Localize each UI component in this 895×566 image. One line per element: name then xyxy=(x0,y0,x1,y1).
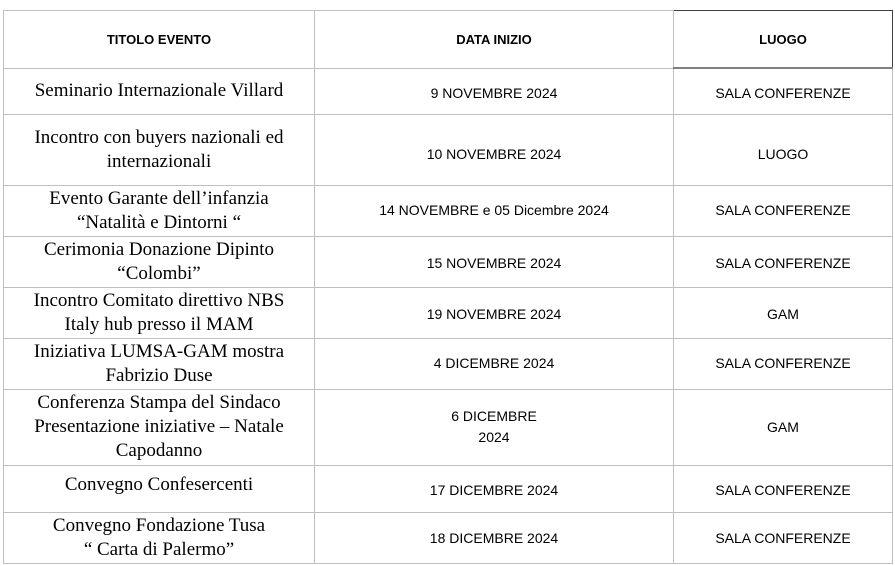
event-place: SALA CONFERENZE xyxy=(674,236,893,287)
table-row xyxy=(4,465,893,512)
event-date: 6 DICEMBRE 2024 xyxy=(315,389,674,465)
header-row xyxy=(4,11,893,69)
table-row xyxy=(4,287,893,338)
event-date: 15 NOVEMBRE 2024 xyxy=(315,236,674,287)
event-title: Cerimonia Donazione Dipinto “Colombi” xyxy=(4,236,315,287)
event-date: 18 DICEMBRE 2024 xyxy=(315,512,674,563)
event-date: 14 NOVEMBRE e 05 Dicembre 2024 xyxy=(315,185,674,236)
event-title: Iniziativa LUMSA-GAM mostra Fabrizio Duse xyxy=(4,338,315,389)
header-titolo-evento: TITOLO EVENTO xyxy=(4,11,315,69)
table-row xyxy=(4,236,893,287)
table-row xyxy=(4,185,893,236)
event-place: GAM xyxy=(674,287,893,338)
event-title: Convegno Fondazione Tusa “ Carta di Palermo” xyxy=(4,512,315,563)
event-date: 4 DICEMBRE 2024 xyxy=(315,338,674,389)
event-title: Convegno Confesercenti xyxy=(4,465,315,512)
event-title: Conferenza Stampa del Sindaco Presentazione iniziative – Natale Capodanno xyxy=(4,389,315,465)
event-title: Seminario Internazionale Villard xyxy=(4,68,315,114)
table-row xyxy=(4,114,893,185)
table-row xyxy=(4,68,893,114)
event-title: Incontro con buyers nazionali ed internazionali xyxy=(4,114,315,185)
event-date: 19 NOVEMBRE 2024 xyxy=(315,287,674,338)
event-date: 9 NOVEMBRE 2024 xyxy=(315,68,674,114)
event-place: SALA CONFERENZE xyxy=(674,185,893,236)
event-title: Evento Garante dell’infanzia “Natalità e Dintorni “ xyxy=(4,185,315,236)
header-luogo: LUOGO xyxy=(674,11,893,69)
header-data-inizio: DATA INIZIO xyxy=(315,11,674,69)
event-date: 17 DICEMBRE 2024 xyxy=(315,465,674,512)
event-place: SALA CONFERENZE xyxy=(674,68,893,114)
event-title: Incontro Comitato direttivo NBS Italy hub presso il MAM xyxy=(4,287,315,338)
event-date: 10 NOVEMBRE 2024 xyxy=(315,114,674,185)
event-place: SALA CONFERENZE xyxy=(674,338,893,389)
event-place: SALA CONFERENZE xyxy=(674,512,893,563)
events-table xyxy=(3,10,893,564)
table-row xyxy=(4,389,893,465)
table-row xyxy=(4,338,893,389)
event-place: LUOGO xyxy=(674,114,893,185)
table-row xyxy=(4,512,893,563)
event-place: SALA CONFERENZE xyxy=(674,465,893,512)
event-place: GAM xyxy=(674,389,893,465)
